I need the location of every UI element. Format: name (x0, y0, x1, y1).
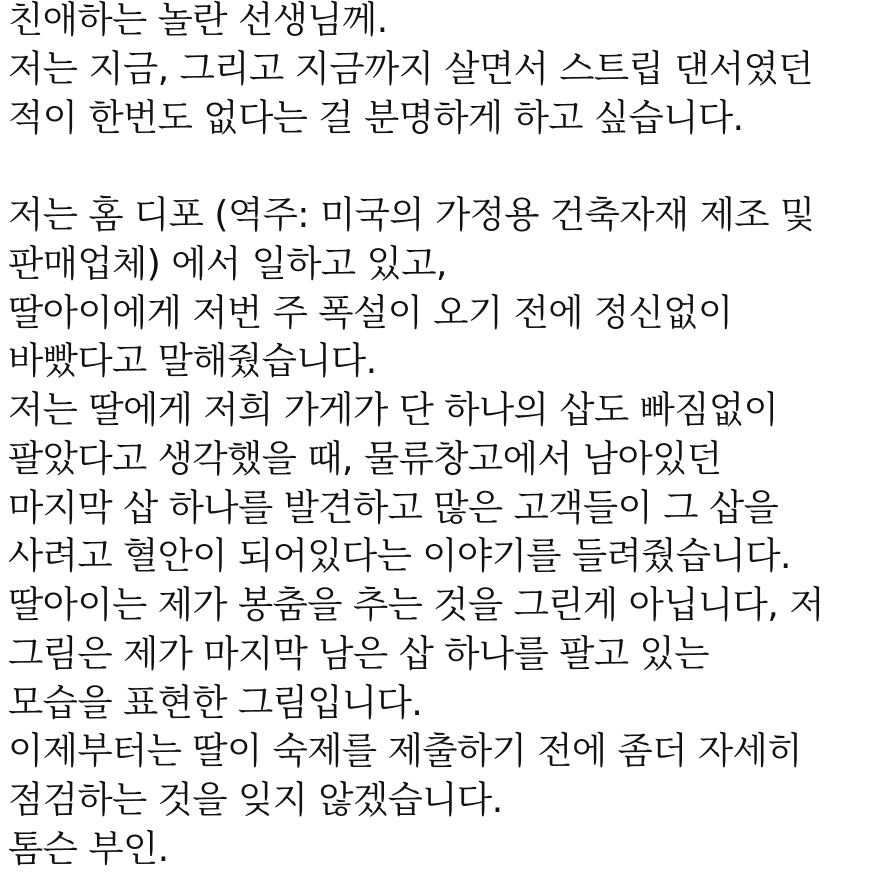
text-line: 팔았다고 생각했을 때, 물류창고에서 남아있던 (8, 436, 722, 480)
text-line: 저는 홈 디포 (역주: 미국의 가정용 건축자재 제조 및 (8, 193, 815, 236)
text-line: 마지막 삽 하나를 발견하고 많은 고객들이 그 삽을 (8, 485, 779, 529)
text-line: 이제부터는 딸이 숙제를 제출하기 전에 좀더 자세히 (8, 729, 802, 773)
signature-line: 톰슨 부인. (8, 826, 169, 870)
text-line: 점검하는 것을 잊지 않겠습니다. (8, 778, 503, 821)
text-line: 적이 한번도 없다는 걸 분명하게 하고 싶습니다. (8, 95, 744, 139)
text-line: 바빴다고 말해줬습니다. (8, 339, 377, 383)
paragraph-gap (8, 142, 884, 191)
text-line: 저는 딸에게 저희 가게가 단 하나의 삽도 빠짐없이 (8, 388, 779, 431)
text-line: 딸아이에게 저번 주 폭설이 오기 전에 정신없이 (8, 290, 733, 334)
text-line: 그림은 제가 마지막 남은 삽 하나를 팔고 있는 (8, 631, 709, 675)
salutation-line: 친애하는 놀란 선생님께. (8, 0, 388, 41)
text-line: 저는 지금, 그리고 지금까지 살면서 스트립 댄서였던 (8, 46, 813, 90)
letter-text (8, 0, 884, 874)
text-line: 판매업체) 에서 일하고 있고, (8, 241, 447, 285)
text-line: 사려고 혈안이 되어있다는 이야기를 들려줬습니다. (8, 534, 791, 578)
text-line: 딸아이는 제가 봉춤을 추는 것을 그린게 아닙니다, 저 (8, 583, 824, 626)
text-line: 모습을 표현한 그림입니다. (8, 680, 423, 724)
